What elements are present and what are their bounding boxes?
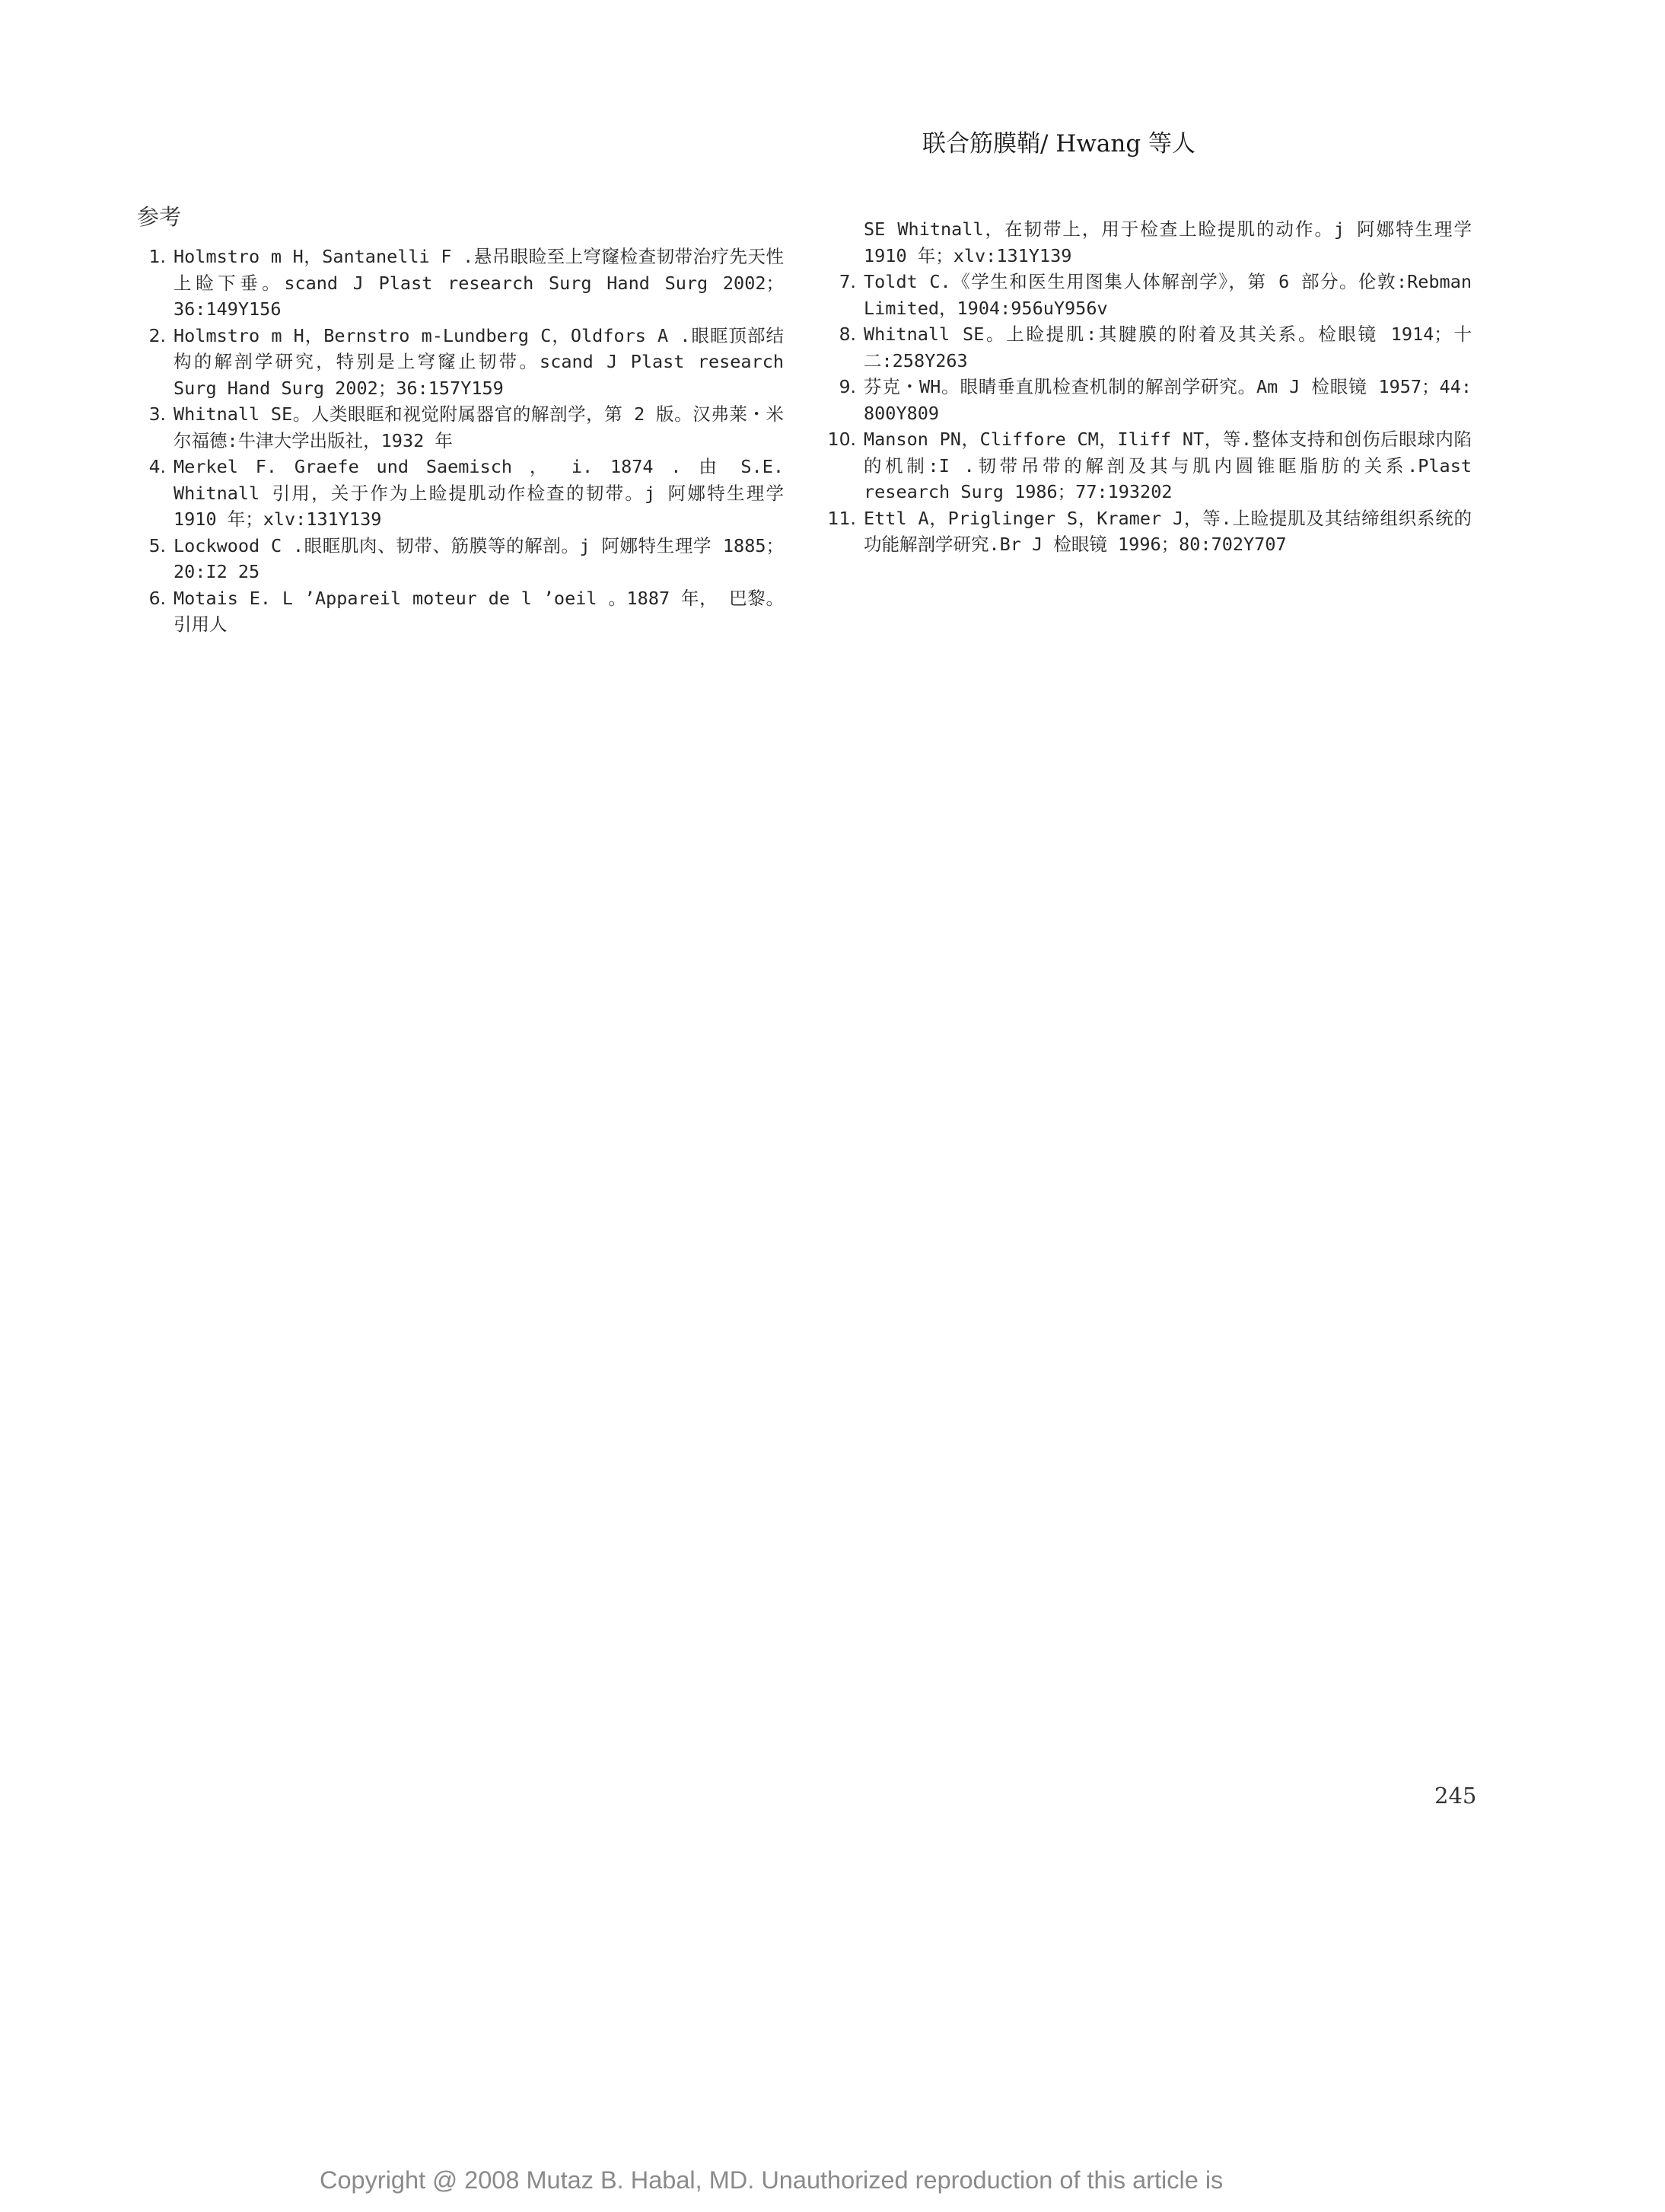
reference-item: [827, 505, 1472, 558]
copyright-footer: Copyright @ 2008 Mutaz B. Habal, MD. Unauthorized reproduction of this article is: [320, 2166, 1224, 2194]
references-heading: 参考: [137, 204, 182, 230]
reference-number: 1.: [148, 246, 166, 267]
reference-item: [137, 401, 784, 454]
reference-text: Holmstro m H，Santanelli F .悬吊眼睑至上穹窿检查韧带治疗先天性上睑下垂。scand J Plast research Surg Hand Surg 2002；36:149Y156: [174, 246, 784, 320]
reference-text: Manson PN，Cliffore CM，Iliff NT，等.整体支持和创伤后眼球内陷的机制:I .韧带吊带的解剖及其与肌内圆锥眶脂肪的关系.Plast research Surg 1986；77:193202: [864, 429, 1472, 502]
reference-item: [827, 426, 1472, 505]
reference-item: [827, 321, 1472, 374]
reference-text: Holmstro m H，Bernstro m-Lundberg C，Oldfors A .眼眶顶部结构的解剖学研究，特别是上穹窿止韧带。scand J Plast research Surg Hand Surg 2002；36:157Y159: [174, 324, 784, 399]
reference-item: [827, 269, 1472, 321]
reference-number: 4.: [148, 456, 166, 477]
reference-item: [137, 454, 784, 533]
reference-number: 7.: [839, 271, 856, 292]
reference-text: Toldt C.《学生和医生用图集人体解剖学》，第 6 部分。伦敦:Rebman Limited，1904:956uY956v: [864, 271, 1472, 319]
reference-continuation: SE Whitnall，在韧带上，用于检查上睑提肌的动作。j 阿娜特生理学 1910 年；xlv:131Y139: [864, 218, 1472, 266]
reference-list-left: [137, 244, 784, 638]
reference-item: [137, 244, 784, 323]
reference-number: 11.: [827, 507, 856, 529]
reference-text: Whitnall SE。上睑提肌:其腱膜的附着及其关系。检眼镜 1914；十二:258Y263: [864, 324, 1472, 371]
reference-text: Ettl A，Priglinger S，Kramer J，等.上睑提肌及其结缔组织系统的功能解剖学研究.Br J 检眼镜 1996；80:702Y707: [864, 507, 1472, 555]
running-header: 联合筋膜鞘/ Hwang 等人: [922, 130, 1196, 158]
reference-item: [137, 585, 784, 638]
reference-number: 6.: [148, 587, 166, 609]
reference-list-right: [827, 216, 1472, 558]
reference-text: Lockwood C .眼眶肌肉、韧带、筋膜等的解剖。j 阿娜特生理学 1885；20:I2 25: [174, 534, 784, 582]
reference-number: 8.: [839, 324, 856, 345]
reference-item: [137, 323, 784, 402]
reference-text: Merkel F. Graefe und Saemisch ， i. 1874 . 由 S.E. Whitnall 引用，关于作为上睑提肌动作检查的韧带。j 阿娜特生理学 1910 年；xlv:131Y139: [174, 456, 784, 530]
reference-text: Whitnall SE。人类眼眶和视觉附属器官的解剖学，第 2 版。汉弗莱・米尔福德:牛津大学出版社，1932 年: [174, 403, 784, 451]
reference-number: 5.: [148, 534, 166, 556]
reference-number: 10.: [827, 429, 856, 450]
reference-number: 2.: [148, 324, 166, 346]
reference-text: 芬克・WH。眼睛垂直肌检查机制的解剖学研究。Am J 检眼镜 1957；44: 800Y809: [864, 376, 1472, 424]
reference-number: 9.: [839, 376, 856, 397]
reference-text: Motais E. L ’Appareil moteur de l ’oeil 。1887 年， 巴黎。引用人: [174, 587, 784, 635]
reference-number: 3.: [148, 403, 166, 425]
page-number: 245: [1434, 1783, 1477, 1809]
reference-item: [137, 533, 784, 585]
reference-item: [827, 374, 1472, 426]
